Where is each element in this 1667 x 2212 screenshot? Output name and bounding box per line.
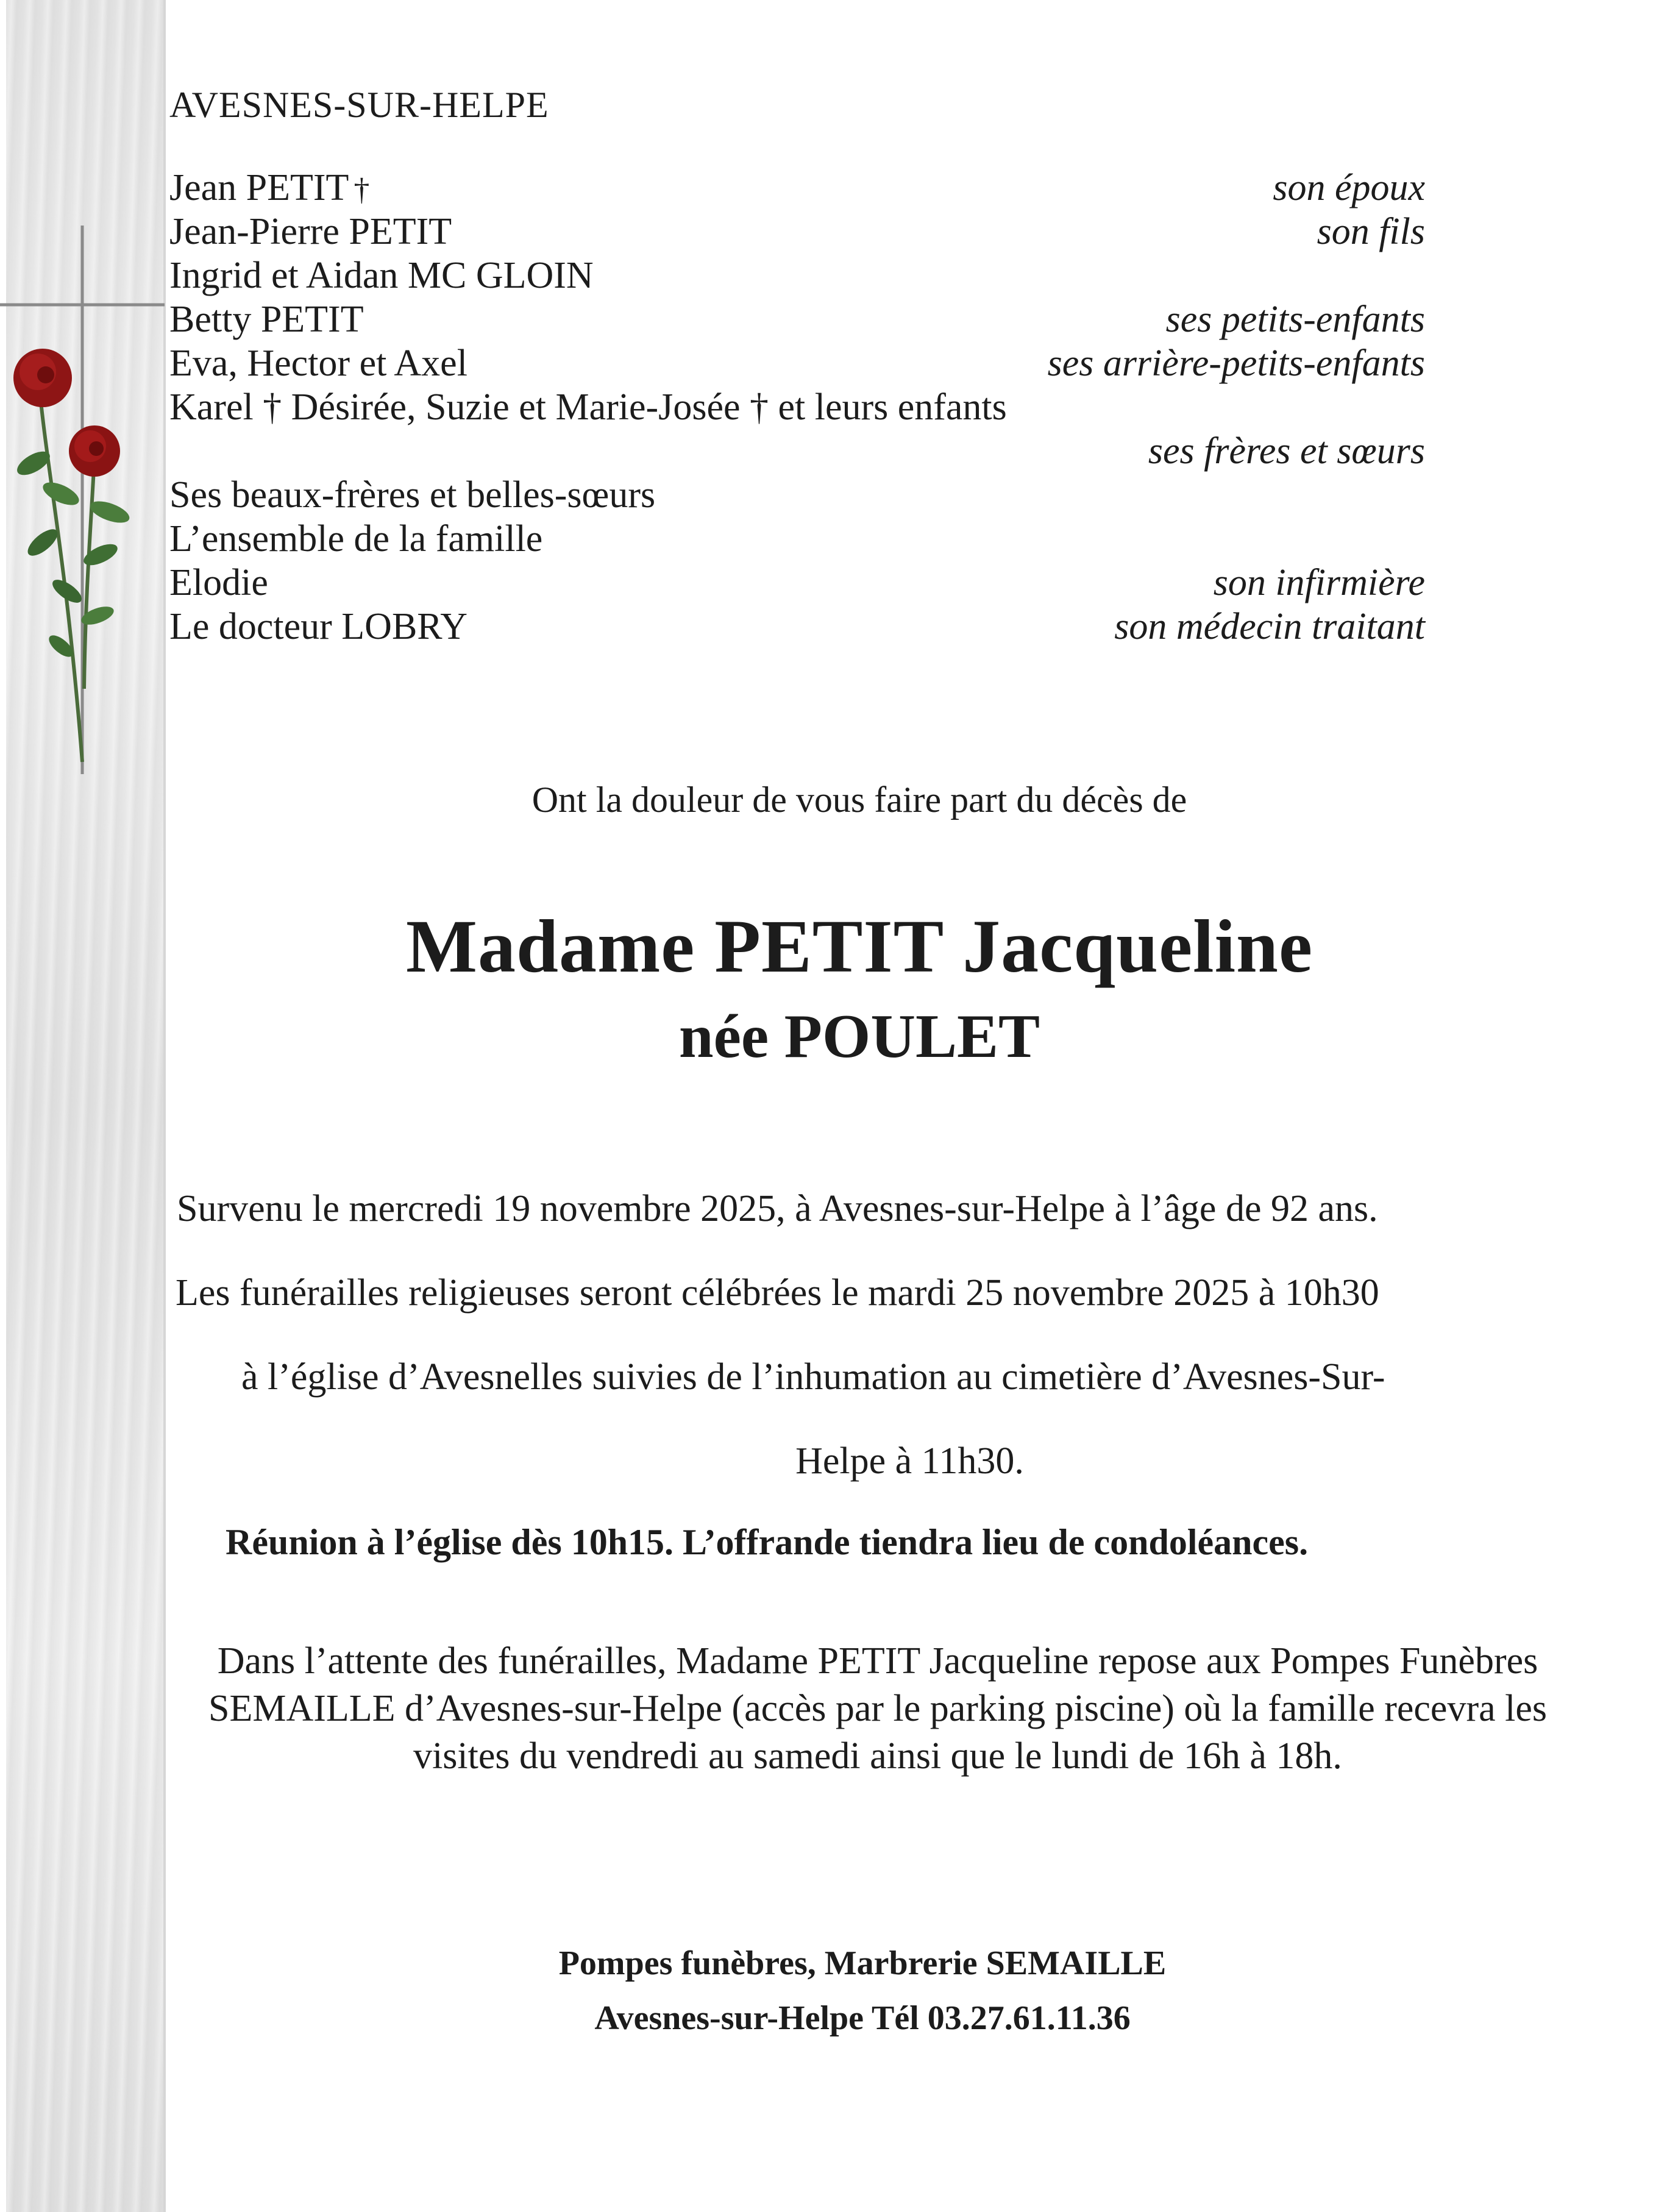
list-item bbox=[169, 297, 1425, 341]
list-item bbox=[169, 341, 1425, 385]
family-role: ses arrière-petits-enfants bbox=[1047, 343, 1425, 384]
list-item bbox=[169, 429, 1425, 473]
meeting-note: Réunion à l’église dès 10h15. L’offrande tiendra lieu de condoléances. bbox=[226, 1522, 1309, 1562]
death-details: Survenu le mercredi 19 novembre 2025, à Avesnes-sur-Helpe à l’âge de 92 ans. bbox=[177, 1188, 1378, 1229]
list-item bbox=[169, 517, 1425, 561]
list-item bbox=[169, 254, 1425, 297]
family-role: ses frères et sœurs bbox=[1148, 430, 1425, 472]
maiden-name: née POULET bbox=[678, 1002, 1040, 1071]
family-name: Ingrid et Aidan MC GLOIN bbox=[169, 255, 594, 296]
family-name: L’ensemble de la famille bbox=[169, 518, 543, 560]
funeral-details: Les funérailles religieuses seront célébrées le mardi 25 novembre 2025 à 10h30 bbox=[176, 1272, 1379, 1314]
family-name: Jean-Pierre PETIT bbox=[169, 211, 452, 252]
family-role: ses petits-enfants bbox=[1165, 299, 1425, 340]
family-role: son fils bbox=[1317, 211, 1425, 252]
family-name: Betty PETIT bbox=[169, 299, 364, 340]
place-heading: AVESNES-SUR-HELPE bbox=[169, 85, 549, 125]
visitation-paragraph: Dans l’attente des funérailles, Madame PETIT Jacqueline repose aux Pompes Funèbres SEMAILLE d’Avesnes-sur-Helpe (accès par le parking piscine) où la famille recevra les visites du vendredi au samedi ainsi que le lundi de 16h à 18h. bbox=[208, 1640, 1547, 1777]
list-item bbox=[169, 166, 1425, 210]
family-name: Elodie bbox=[169, 562, 268, 603]
family-name: Ses beaux-frères et belles-sœurs bbox=[169, 474, 656, 516]
funeral-details-cont: à l’église d’Avesnelles suivies de l’inhumation au cimetière d’Avesnes-Sur- bbox=[241, 1356, 1385, 1398]
funeral-home-contact: Avesnes-sur-Helpe Tél 03.27.61.11.36 bbox=[594, 1999, 1131, 2037]
list-item bbox=[169, 385, 1425, 429]
family-role: son médecin traitant bbox=[1114, 606, 1425, 647]
funeral-home-footer bbox=[165, 1936, 1560, 2046]
list-item bbox=[169, 210, 1425, 254]
dagger-icon: † bbox=[354, 172, 370, 207]
list-item bbox=[169, 561, 1425, 605]
family-name: Jean PETIT bbox=[169, 167, 349, 208]
list-item bbox=[169, 605, 1425, 649]
deceased-name: Madame PETIT Jacqueline bbox=[405, 905, 1313, 988]
announcement: Ont la douleur de vous faire part du décès de bbox=[531, 780, 1187, 820]
family-name: Le docteur LOBRY bbox=[169, 606, 468, 647]
family-list bbox=[169, 166, 1425, 649]
family-role: son époux bbox=[1273, 167, 1425, 208]
funeral-home-name: Pompes funèbres, Marbrerie SEMAILLE bbox=[558, 1944, 1167, 1982]
family-name: Eva, Hector et Axel bbox=[169, 343, 467, 384]
cross-with-roses-icon bbox=[0, 226, 177, 774]
family-name: Karel † Désirée, Suzie et Marie-Josée † et leurs enfants bbox=[169, 386, 1007, 428]
family-role: son infirmière bbox=[1213, 562, 1425, 603]
funeral-details-end: Helpe à 11h30. bbox=[795, 1440, 1024, 1482]
list-item bbox=[169, 473, 1425, 517]
